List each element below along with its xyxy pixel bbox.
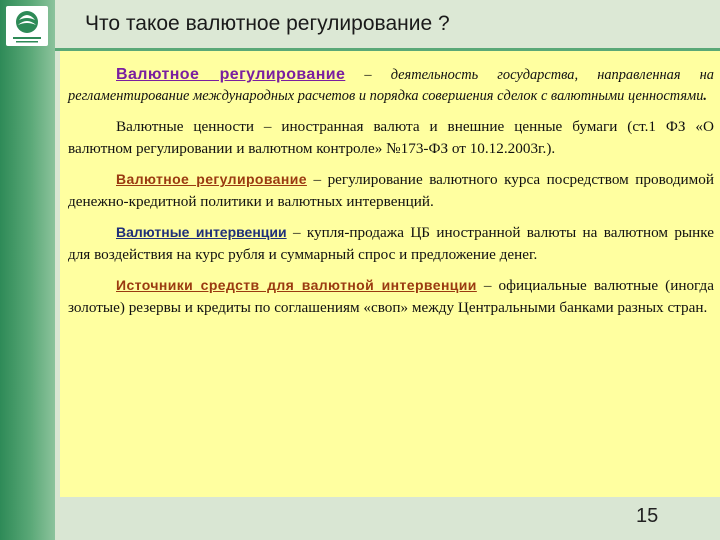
term-currency-interventions: Валютные интервенции: [116, 224, 287, 241]
definition-paragraph-3: [68, 169, 714, 213]
content-box: [60, 51, 720, 497]
term-intervention-sources: Источники средств для валютной интервенции: [116, 277, 477, 294]
definition-text-3: – регулирование валютного курса посредством проводимой денежно-кредитной политики и валютных интервенций.: [68, 171, 715, 211]
page-number: 15: [636, 505, 659, 527]
slide-title: Что такое валютное регулирование ?: [85, 12, 450, 35]
definition-text-1: – деятельность государства, направленная на регламентирование международных расчетов и порядка совершения сделок с валютными ценностями: [68, 67, 714, 105]
bank-emblem-icon: [6, 6, 48, 46]
definition-text-5: – официальные валютные (иногда золотые) резервы и кредиты по соглашениям «своп» между Центральными банками разных стран.: [68, 277, 714, 317]
definition-paragraph-4: [68, 222, 714, 266]
definition-paragraph-5: [68, 275, 714, 319]
definition-paragraph-2: [68, 116, 714, 160]
left-decorative-strip: [0, 0, 55, 540]
definition-ending-1: .: [703, 88, 707, 105]
term-currency-regulation: Валютное регулирование: [116, 66, 346, 83]
term-currency-regulation-2: Валютное регулирование: [116, 171, 307, 188]
definition-paragraph-1: [68, 63, 714, 107]
logo: [6, 6, 48, 46]
definition-text-4: – купля-продажа ЦБ иностранной валюты на валютном рынке для воздействия на курс рубля и суммарный спрос и предложение денег.: [68, 224, 714, 264]
definition-text-2: Валютные ценности – иностранная валюта и внешние ценные бумаги (ст.1 ФЗ «О валютном регулировании и валютном контроле» №173-ФЗ от 10.12.2003г.).: [68, 118, 714, 158]
